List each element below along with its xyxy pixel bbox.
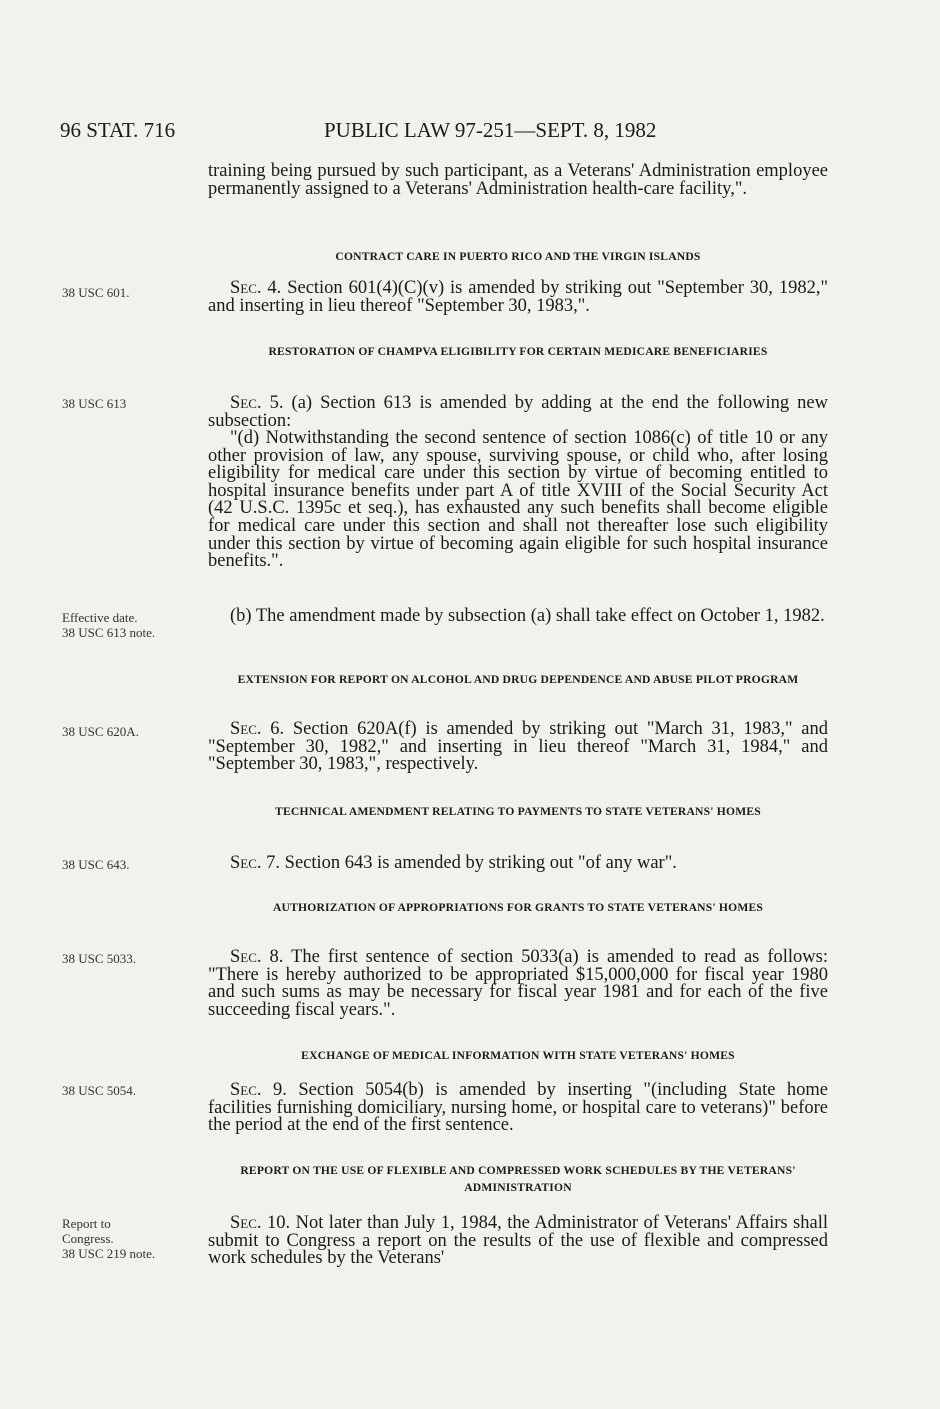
margin-note [62, 951, 202, 966]
page-header [60, 118, 880, 148]
section-text: Not later than July 1, 1984, the Administrator of Veterans' Affairs shall submit to Congress a report on the results of the use of flexible and compressed work schedules by the Veterans' [208, 1213, 828, 1269]
section-label: Sec. 7. [230, 853, 281, 873]
section-paragraph [208, 395, 828, 430]
section-text: Section 620A(f) is amended by striking out "March 31, 1983," and "September 30, 1982," and inserting in lieu thereof "March 31, 1984," and "September 30, 1983,", respectively. [208, 719, 828, 775]
section-text: Section 601(4)(C)(v) is amended by striking out "September 30, 1982," and inserting in lieu thereof "September 30, 1983,". [208, 278, 828, 316]
section-label: Sec. 9. [230, 1080, 287, 1100]
margin-note [62, 396, 202, 411]
stat-reference: 96 STAT. 716 [60, 118, 176, 142]
margin-note-line: 38 USC 601. [62, 285, 130, 300]
opening-paragraph: training being pursued by such participant, as a Veterans' Administration employee permanently assigned to a Veterans' Administration health-care facility,". [208, 161, 828, 199]
margin-note [62, 857, 202, 872]
section-paragraph [208, 949, 828, 1019]
section-heading: CONTRACT CARE IN PUERTO RICO AND THE VIRGIN ISLANDS [335, 250, 701, 263]
margin-note-line: 38 USC 5054. [62, 1083, 137, 1098]
margin-note-line: Report to [62, 1216, 111, 1231]
section-heading: REPORT ON THE USE OF FLEXIBLE AND COMPRESSED WORK SCHEDULES BY THE VETERANS' ADMINISTRATION [240, 1164, 796, 1194]
margin-note-line: 38 USC 643. [62, 857, 130, 872]
section-label: Sec. 5. [230, 393, 284, 413]
section-label: Sec. 10. [230, 1213, 291, 1233]
section-text: Section 643 is amended by striking out "of any war". [284, 853, 677, 873]
section-label: Sec. 6. [230, 719, 285, 739]
section-label: Sec. 8. [230, 947, 284, 967]
section-paragraph [208, 855, 828, 873]
section-paragraph [208, 721, 828, 774]
section-heading: RESTORATION OF CHAMPVA ELIGIBILITY FOR CERTAIN MEDICARE BENEFICIARIES [268, 345, 768, 358]
margin-note-line: 38 USC 620A. [62, 724, 139, 739]
margin-note [62, 610, 202, 640]
section-paragraph [208, 280, 828, 315]
margin-note-line: 38 USC 5033. [62, 951, 137, 966]
section-label: Sec. 4. [230, 278, 282, 298]
section-text: The first sentence of section 5033(a) is amended to read as follows: "There is hereby authorized to be appropriated $15,000,000 for fiscal year 1980 and such sums as may be necessary for fiscal year 1981 and for each of the five succeeding fiscal years.". [208, 947, 829, 1020]
section-heading: AUTHORIZATION OF APPROPRIATIONS FOR GRANTS TO STATE VETERANS' HOMES [272, 901, 764, 914]
section-paragraph: (b) The amendment made by subsection (a) shall take effect on October 1, 1982. [230, 606, 825, 626]
section-heading: EXTENSION FOR REPORT ON ALCOHOL AND DRUG DEPENDENCE AND ABUSE PILOT PROGRAM [237, 673, 799, 686]
margin-note-line: Congress. [62, 1231, 114, 1246]
margin-note-line: Effective date. [62, 610, 138, 625]
section-paragraph [208, 1215, 828, 1268]
margin-note [62, 1083, 202, 1098]
margin-note [62, 1216, 202, 1261]
section-paragraph [208, 1082, 828, 1135]
margin-note-line: 38 USC 219 note. [62, 1246, 156, 1261]
margin-note-line: 38 USC 613 [62, 396, 127, 411]
margin-note [62, 724, 202, 739]
section-text: (a) Section 613 is amended by adding at the end the following new subsection: [208, 393, 829, 431]
margin-note [62, 285, 202, 300]
section-heading: TECHNICAL AMENDMENT RELATING TO PAYMENTS TO STATE VETERANS' HOMES [275, 805, 761, 818]
section-text: Section 5054(b) is amended by inserting "(including State home facilities furnishing domiciliary, nursing home, or hospital care to veterans)" before the period at the end of the first sentence. [208, 1080, 829, 1136]
quoted-subsection: "(d) Notwithstanding the second sentence of section 1086(c) of title 10 or any other provision of law, any spouse, surviving spouse, or child who, after losing eligibility for medical care under this section by virtue of becoming entitled to hospital insurance benefits under part A of title XVIII of the Social Security Act (42 U.S.C. 1395c et seq.), has exhausted any such benefits shall become eligible for medical care under this section and shall not thereafter lose such eligibility under this section by virtue of becoming again eligible for such hospital insurance benefits.". [208, 428, 828, 572]
page-title: PUBLIC LAW 97-251—SEPT. 8, 1982 [324, 118, 657, 142]
margin-note-line: 38 USC 613 note. [62, 625, 156, 640]
section-heading: EXCHANGE OF MEDICAL INFORMATION WITH STATE VETERANS' HOMES [301, 1049, 735, 1062]
